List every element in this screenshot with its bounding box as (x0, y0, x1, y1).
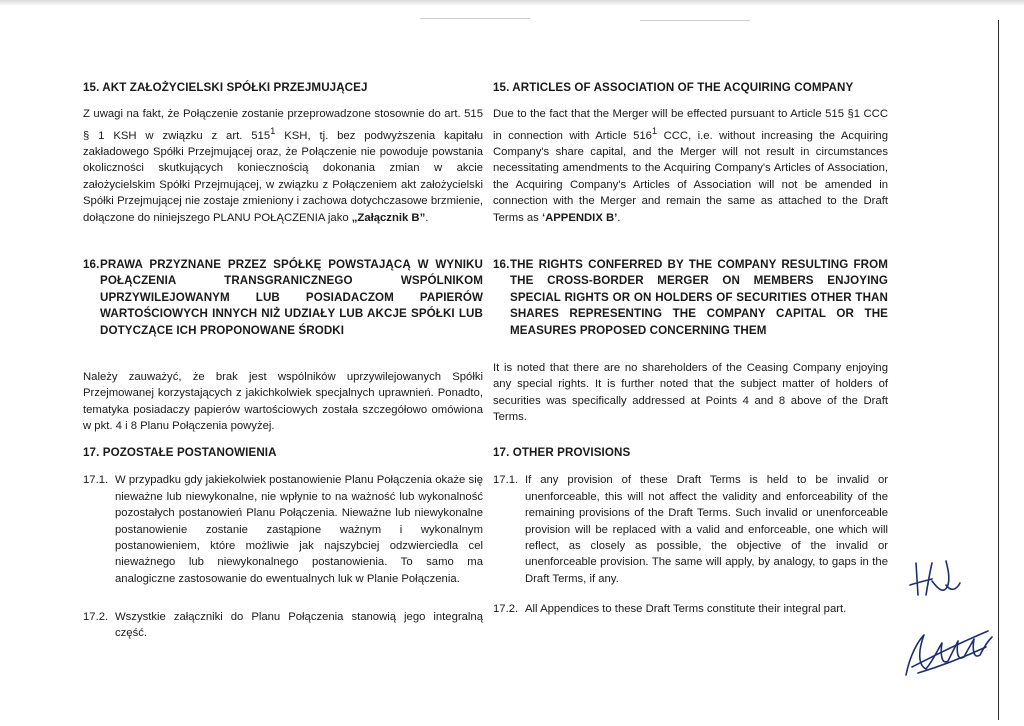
clause-number: 17.2. (493, 603, 519, 615)
section-15-text-pl: Z uwagi na fakt, że Połączenie zostanie przeprowadzone stosownie do art. 515 § 1 KSH w związku z art. $515^1$ KSH, tj. bez podwyższenia kapitału zakładowego Spółki Przejmującej oraz, że Połączenie nie powoduje powstania okoliczności skutkujących koniecznością dokonania zmian w akcie założycielskim Spółki Przejmującej, w związku z Połączeniem akt założycielski Spółki Przejmującej nie zostaje zmieniony i zachowa dotychczasowe brzmienie, dołączone do niniejszego PLANU POŁĄCZENIA jako „Załącznik B”. (83, 108, 483, 224)
section-16-number-pl: 16. (83, 258, 100, 271)
section-15-en (493, 80, 888, 226)
section-15-pl (83, 80, 483, 226)
section-15-heading-pl: 15. AKT ZAŁOŻYCIELSKI SPÓŁKI PRZEJMUJĄCEJ (83, 81, 368, 94)
section-16-body-pl (83, 369, 483, 435)
clause-text: If any provision of these Draft Terms is held to be invalid or unenforceable, this will not affect the validity and enforceability of the remaining provisions of the Draft Terms. Such invalid or unenforceable provision will be replaced with a valid and enforceable, one which will reflect, as closely as possible, the objective of the invalid or unenforceable provision. The same will apply, by analogy, to gaps in the Draft Terms, if any. (525, 474, 888, 585)
clause-number: 17.2. (83, 611, 109, 623)
section-16-text-en: It is noted that there are no shareholders of the Ceasing Company enjoying any special rights. It is further noted that the subject matter of holders of securities was specifically addressed at Points 4 and 8 above of the Draft Terms. (493, 362, 888, 424)
clause-17-2-pl (83, 609, 483, 642)
clause-text: Wszystkie załączniki do Planu Połączenia stanowią jego integralną część. (115, 611, 483, 640)
section-15-text-en: Due to the fact that the Merger will be effected pursuant to Article 515 §1 CCC in connection with Article $516^1$ CCC, i.e. without increasing the Acquiring Company's share capital, and the Merger will not result in circumstances necessitating amendments to the Acquiring Company's Articles of Association, the Acquiring Company's Articles of Association will not be amended in connection with the Merger and remain the same as attached to the Draft Terms as ‘APPENDIX B’. (493, 108, 888, 224)
clause-number: 17.1. (493, 474, 519, 487)
clause-text: W przypadku gdy jakiekolwiek postanowienie Planu Połączenia okaże się nieważne lub niewykonalne, nie wpłynie to na ważność lub wykonalność pozostałych postanowień Planu Połączenia. Nieważne lub niewykonalne postanowienie zostanie zastąpione ważnym i wykonalnym postanowieniem, które możliwie jak najszybciej odzwierciedla cel nieważnego lub niewykonalnego postanowienia. To samo ma analogiczne zastosowanie do ewentualnych luk w Planie Połączenia. (115, 474, 483, 585)
section-16-heading-pl (83, 257, 483, 339)
section-16-pl (83, 257, 483, 339)
clause-text: All Appendices to these Draft Terms constitute their integral part. (525, 603, 847, 615)
section-16-title-en: THE RIGHTS CONFERRED BY THE COMPANY RESULTING FROM THE CROSS-BORDER MERGER ON MEMBERS ENJOYING SPECIAL RIGHTS OR ON HOLDERS OF SECURITIES OTHER THAN SHARES REPRESENTING THE COMPANY CAPITAL OR THE MEASURES PROPOSED CONCERNING THEM (510, 258, 888, 337)
clause-number: 17.1. (83, 474, 109, 487)
section-17-heading-pl: 17. POZOSTAŁE POSTANOWIENIA (83, 446, 277, 459)
scan-artifact-line (420, 18, 530, 19)
section-17-en (493, 445, 888, 587)
section-16-number-en: 16. (493, 258, 510, 271)
clause-17-2-en (493, 601, 888, 617)
handwritten-signature (888, 555, 1000, 690)
section-16-text-pl: Należy zauważyć, że brak jest wspólników uprzywilejowanych Spółki Przejmowanej korzystających z jakichkolwiek specjalnych uprawnień. Ponadto, tematyka posiadaczy papierów wartościowych została szczegółowo omówiona w pkt. 4 i 8 Planu Połączenia powyżej. (83, 371, 483, 433)
scan-artifact-line (640, 20, 750, 21)
section-17-heading-en: 17. OTHER PROVISIONS (493, 446, 631, 459)
section-16-heading-en (493, 257, 888, 339)
clause-17-1-en (493, 472, 888, 587)
section-16-en (493, 257, 888, 339)
section-15-heading-en: 15. ARTICLES OF ASSOCIATION OF THE ACQUIRING COMPANY (493, 81, 854, 94)
clause-17-1-pl (83, 472, 483, 587)
section-16-title-pl: PRAWA PRZYZNANE PRZEZ SPÓŁKĘ POWSTAJĄCĄ W WYNIKU POŁĄCZENIA TRANSGRANICZNEGO WSPÓLNIKOM UPRZYWILEJOWANYM LUB POSIADACZOM PAPIERÓW WARTOŚCIOWYCH INNYCH NIŻ UDZIAŁY LUB AKCJE SPÓŁKI LUB DOTYCZĄCE ICH PROPONOWANE ŚRODKI (100, 258, 483, 337)
scan-top-shadow (0, 0, 1024, 6)
section-17-pl (83, 445, 483, 587)
section-16-body-en (493, 360, 888, 426)
